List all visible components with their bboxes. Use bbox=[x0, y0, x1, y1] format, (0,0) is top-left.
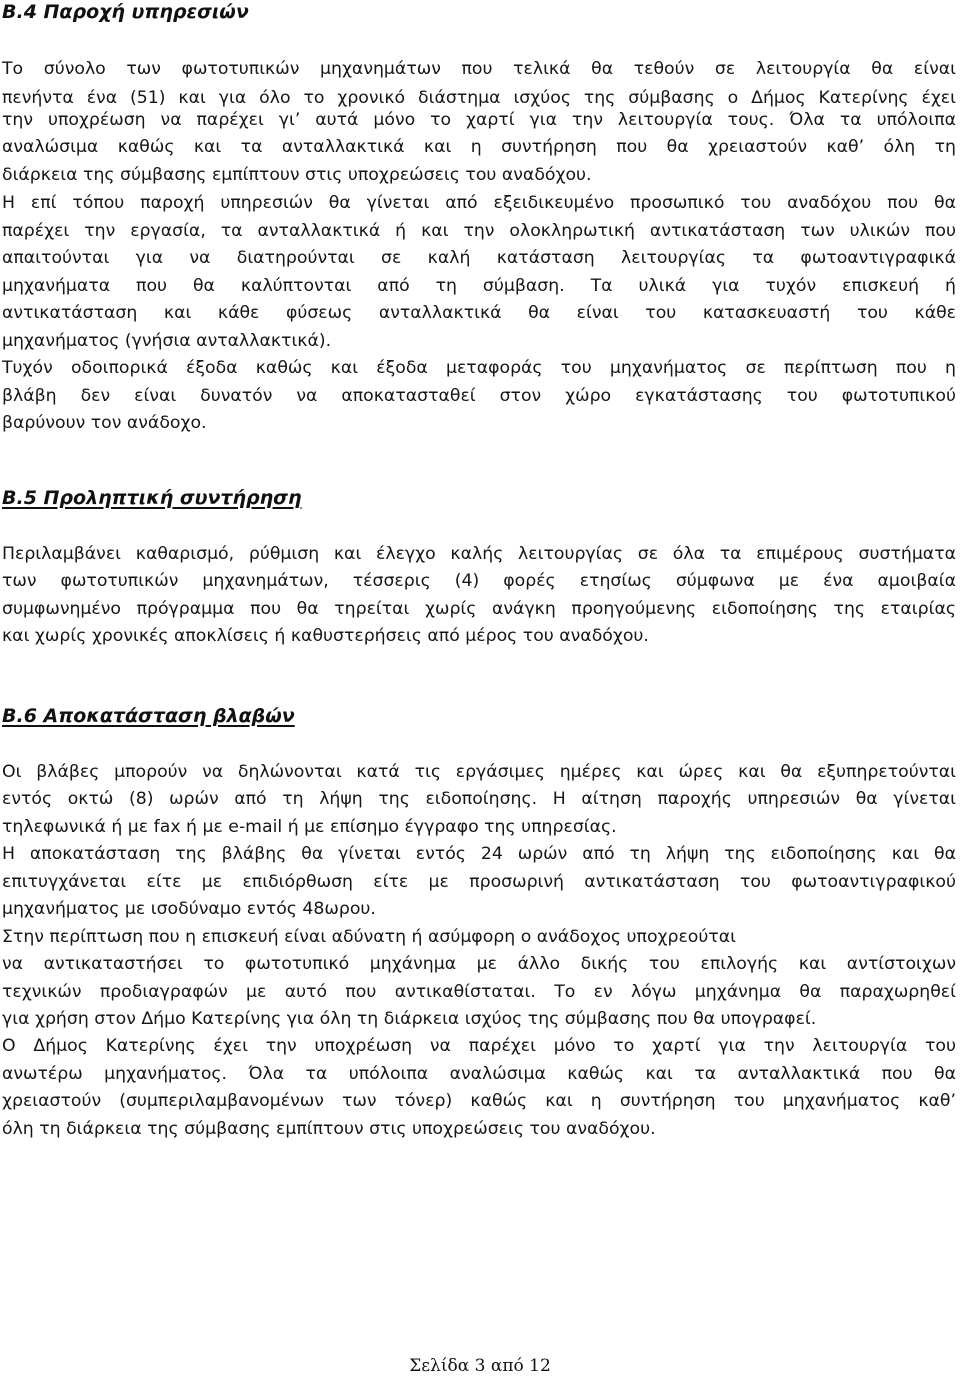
section-b5-title: Β.5 Προληπτική συντήρηση bbox=[2, 487, 302, 509]
b5-line: συμφωνημένο πρόγραμμα που θα τηρείται χωρίς ανάγκη προηγούμενης ειδοποίησης της εταιρίας bbox=[2, 599, 956, 619]
b6-line: τηλεφωνικά ή με fax ή με e-mail ή με επίσημο έγγραφο της υπηρεσίας. bbox=[2, 817, 617, 837]
b6-line: Ο Δήμος Κατερίνης έχει την υποχρέωση να παρέχει μόνο το χαρτί για την λειτουργία του bbox=[2, 1036, 956, 1056]
b5-line: των φωτοτυπικών μηχανημάτων, τέσσερις (4) φορές ετησίως σύμφωνα με ένα αμοιβαία bbox=[2, 571, 956, 591]
b6-line: Οι βλάβες μπορούν να δηλώνονται κατά τις εργάσιμες ημέρες και ώρες και θα εξυπηρετούνται bbox=[2, 762, 956, 782]
b6-line: μηχανήματος με ισοδύναμο εντός 48ωρου. bbox=[2, 899, 376, 919]
section-b6-title: Β.6 Αποκατάσταση βλαβών bbox=[2, 705, 295, 727]
b6-line: όλη τη διάρκεια της σύμβασης εμπίπτουν στις υποχρεώσεις του αναδόχου. bbox=[2, 1119, 656, 1139]
b4-line: Το σύνολο των φωτοτυπικών μηχανημάτων που τελικά θα τεθούν σε λειτουργία θα είναι bbox=[2, 59, 956, 79]
b6-line: Στην περίπτωση που η επισκευή είναι αδύνατη ή ασύμφορη ο ανάδοχος υποχρεούται bbox=[2, 927, 737, 947]
b4-line: απαιτούνται για να διατηρούνται σε καλή κατάσταση λειτουργίας τα φωτοαντιγραφικά bbox=[2, 248, 956, 268]
b6-line: ανωτέρω μηχανήματος. Όλα τα υπόλοιπα αναλώσιμα καθώς και τα ανταλλακτικά που θα bbox=[2, 1064, 956, 1084]
b6-line: για χρήση στον Δήμο Κατερίνης για όλη τη διάρκεια ισχύος της σύμβασης που θα υπογραφεί. bbox=[2, 1009, 817, 1029]
b6-line: εντός οκτώ (8) ωρών από τη λήψη της ειδοποίησης. Η αίτηση παροχής υπηρεσιών θα γίνεται bbox=[2, 789, 956, 809]
b4-line: Η επί τόπου παροχή υπηρεσιών θα γίνεται από εξειδικευμένο προσωπικό του αναδόχου που θα bbox=[2, 193, 956, 213]
b4-line: βλάβη δεν είναι δυνατόν να αποκατασταθεί στον χώρο εγκατάστασης του φωτοτυπικού bbox=[2, 386, 956, 406]
b5-line: και χωρίς χρονικές αποκλίσεις ή καθυστερήσεις από μέρος του αναδόχου. bbox=[2, 626, 649, 646]
b4-line: αντικατάσταση και κάθε φύσεως ανταλλακτικά θα είναι του κατασκευαστή του κάθε bbox=[2, 303, 956, 323]
b5-line: Περιλαμβάνει καθαρισμό, ρύθμιση και έλεγχο καλής λειτουργίας σε όλα τα επιμέρους συστήματα bbox=[2, 544, 956, 564]
b6-line: επιτυγχάνεται είτε με επιδιόρθωση είτε με προσωρινή αντικατάσταση του φωτοαντιγραφικού bbox=[2, 872, 956, 892]
b4-line: Τυχόν οδοιπορικά έξοδα καθώς και έξοδα μεταφοράς του μηχανήματος σε περίπτωση που η bbox=[2, 358, 956, 378]
b6-line: χρειαστούν (συμπεριλαμβανομένων των τόνερ) καθώς και η συντήρηση του μηχανήματος καθ’ bbox=[2, 1091, 956, 1111]
b4-line: διάρκεια της σύμβασης εμπίπτουν στις υποχρεώσεις του αναδόχου. bbox=[2, 165, 592, 185]
b4-line: πενήντα ένα (51) και για όλο το χρονικό διάστημα ισχύος της σύμβασης ο Δήμος Κατερίνης έχει bbox=[2, 88, 956, 108]
b6-line: Η αποκατάσταση της βλάβης θα γίνεται εντός 24 ωρών από τη λήψη της ειδοποίησης και θα bbox=[2, 844, 956, 864]
b4-line: αναλώσιμα καθώς και τα ανταλλακτικά και η συντήρηση που θα χρειαστούν καθ’ όλη τη bbox=[2, 137, 956, 157]
b4-line: την υποχρέωση να παρέχει γι’ αυτά μόνο το χαρτί για την λειτουργία τους. Όλα τα υπόλοιπα bbox=[2, 110, 956, 130]
b6-line: τεχνικών προδιαγραφών με αυτό που αντικαθίσταται. Το εν λόγω μηχάνημα θα παραχωρηθεί bbox=[2, 982, 956, 1002]
b4-line: μηχανήματος (γνήσια ανταλλακτικά). bbox=[2, 331, 332, 351]
b4-line: βαρύνουν τον ανάδοχο. bbox=[2, 413, 207, 433]
b4-line: μηχανήματα που θα καλύπτονται από τη σύμβαση. Τα υλικά για τυχόν επισκευή ή bbox=[2, 276, 956, 296]
section-b4-title: Β.4 Παροχή υπηρεσιών bbox=[2, 1, 249, 23]
page-number-footer: Σελίδα 3 από 12 bbox=[409, 1356, 551, 1376]
b6-line: να αντικαταστήσει το φωτοτυπικό μηχάνημα με άλλο δικής του επιλογής και αντίστοιχων bbox=[2, 954, 956, 974]
b4-line: παρέχει την εργασία, τα ανταλλακτικά ή και την ολοκληρωτική αντικατάσταση των υλικών που bbox=[2, 221, 956, 241]
